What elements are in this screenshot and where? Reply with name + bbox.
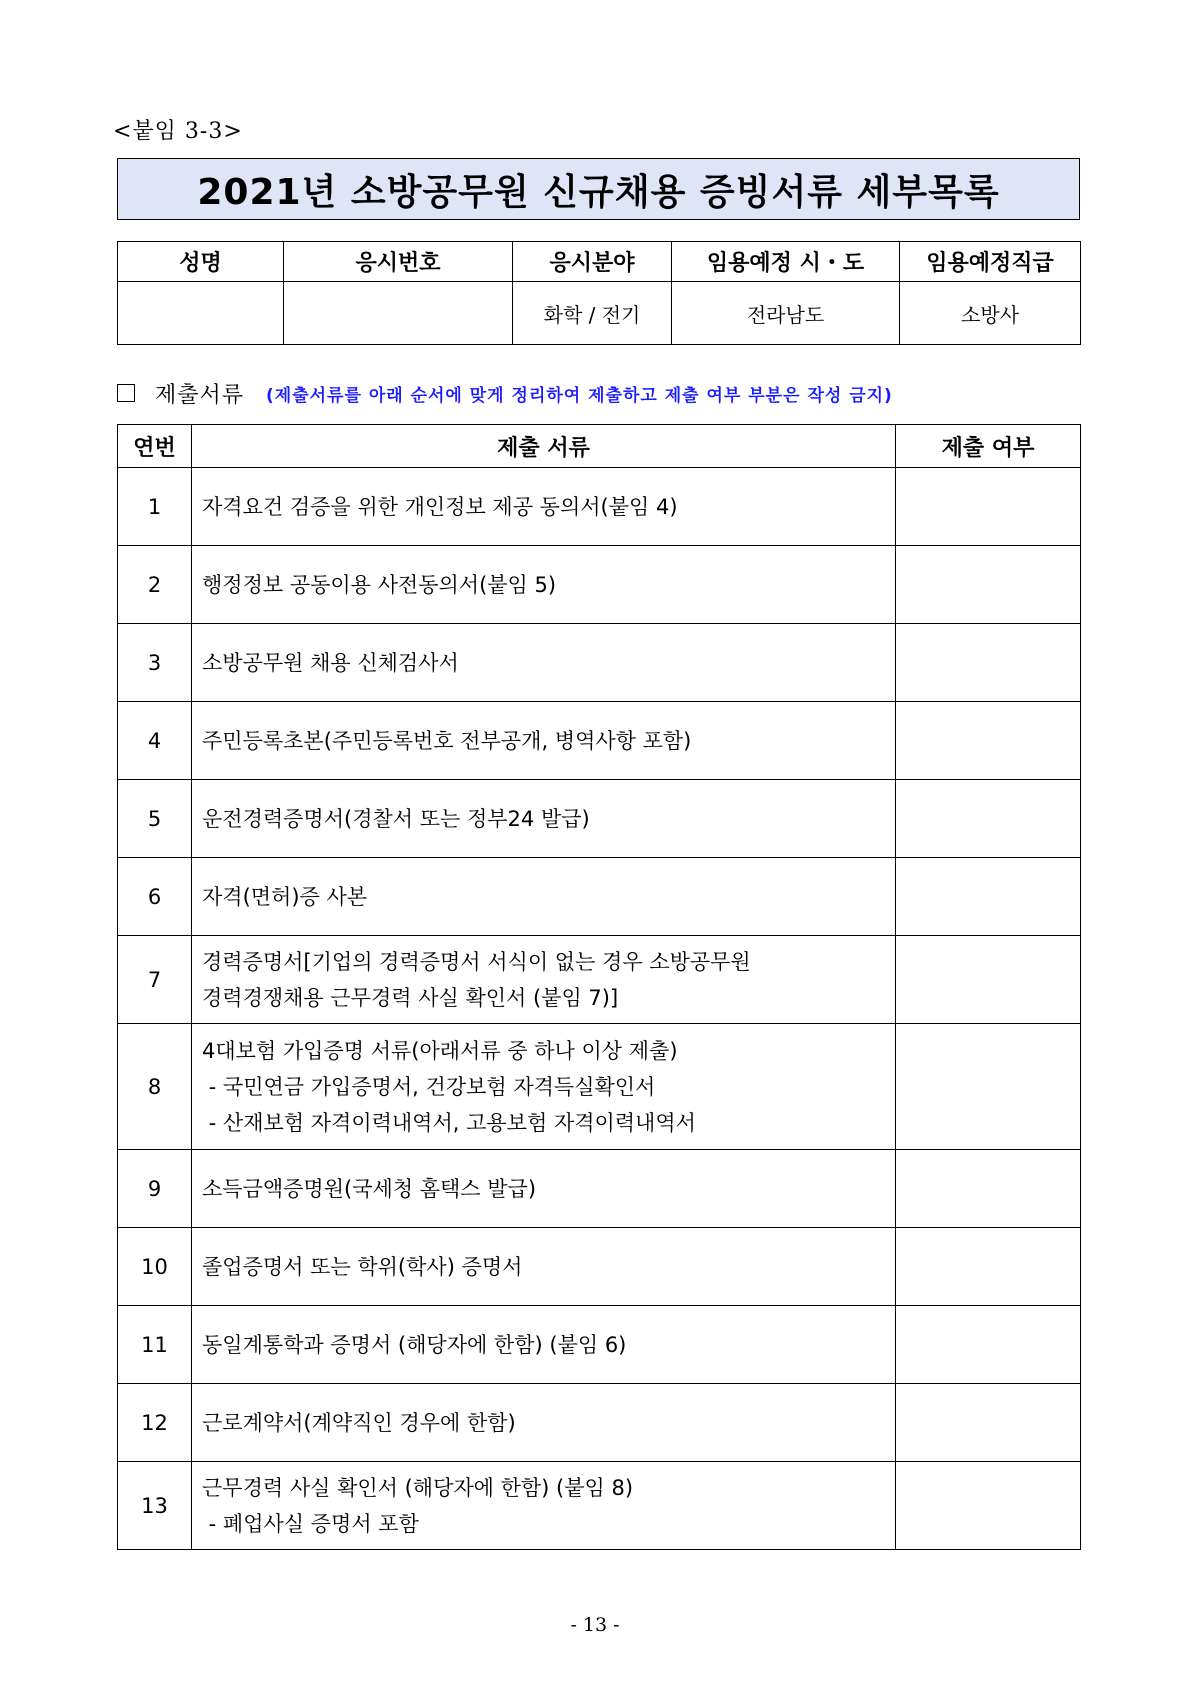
serial-number-cell: 5 [118, 780, 192, 858]
document-cell [192, 624, 896, 702]
document-line: - 국민연금 가입증명서, 건강보험 자격득실확인서 [202, 1074, 656, 1099]
serial-number-cell: 3 [118, 624, 192, 702]
document-header: 제출 서류 [192, 425, 896, 468]
exam-number-header: 응시번호 [284, 242, 513, 282]
table-row [118, 468, 1081, 546]
document-cell [192, 468, 896, 546]
submission-status-cell [896, 858, 1081, 936]
required-documents-table [117, 424, 1081, 1550]
document-line: 경력증명서[기업의 경력증명서 서식이 없는 경우 소방공무원 [202, 949, 751, 974]
document-title: 2021년 소방공무원 신규채용 증빙서류 세부목록 [117, 158, 1080, 220]
document-cell [192, 858, 896, 936]
info-value-row [118, 282, 1081, 345]
document-line: 4대보험 가입증명 서류(아래서류 중 하나 이상 제출) [202, 1038, 678, 1063]
submission-status-cell [896, 1384, 1081, 1462]
document-cell [192, 936, 896, 1024]
submission-status-cell [896, 546, 1081, 624]
document-line: - 폐업사실 증명서 포함 [202, 1511, 419, 1536]
serial-number-cell: 6 [118, 858, 192, 936]
table-row [118, 780, 1081, 858]
exam-field-header: 응시분야 [513, 242, 672, 282]
submission-status-cell [896, 468, 1081, 546]
submission-status-cell [896, 1306, 1081, 1384]
docs-header-row [118, 425, 1081, 468]
document-line: 경력경쟁채용 근무경력 사실 확인서 (붙임 7)] [202, 985, 619, 1010]
submission-status-cell [896, 1462, 1081, 1550]
document-line: 자격(면허)증 사본 [202, 884, 368, 909]
document-line: 소득금액증명원(국세청 홈택스 발급) [202, 1176, 537, 1201]
table-row [118, 936, 1081, 1024]
document-cell [192, 702, 896, 780]
serial-number-cell: 8 [118, 1024, 192, 1150]
serial-number-header: 연번 [118, 425, 192, 468]
exam-field-cell: 화학 / 전기 [513, 282, 672, 345]
serial-number-cell: 10 [118, 1228, 192, 1306]
submission-status-cell [896, 624, 1081, 702]
submission-status-cell [896, 1150, 1081, 1228]
serial-number-cell: 7 [118, 936, 192, 1024]
document-line: 주민등록초본(주민등록번호 전부공개, 병역사항 포함) [202, 728, 692, 753]
document-line: 동일계통학과 증명서 (해당자에 한함) (붙임 6) [202, 1332, 627, 1357]
checkbox-icon [117, 384, 135, 402]
serial-number-cell: 11 [118, 1306, 192, 1384]
submission-status-cell [896, 702, 1081, 780]
serial-number-cell: 2 [118, 546, 192, 624]
appointment-rank-header: 임용예정직급 [900, 242, 1081, 282]
section-title: 제출서류 [155, 382, 245, 408]
appointment-rank-cell: 소방사 [900, 282, 1081, 345]
document-cell [192, 1384, 896, 1462]
section-note: (제출서류를 아래 순서에 맞게 정리하여 제출하고 제출 여부 부분은 작성 금지) [266, 385, 893, 406]
document-line: 근무경력 사실 확인서 (해당자에 한함) (붙임 8) [202, 1475, 634, 1500]
table-row [118, 858, 1081, 936]
document-line: - 산재보험 자격이력내역서, 고용보험 자격이력내역서 [202, 1110, 696, 1135]
appointment-region-cell: 전라남도 [672, 282, 900, 345]
serial-number-cell: 9 [118, 1150, 192, 1228]
table-row [118, 624, 1081, 702]
document-cell [192, 1306, 896, 1384]
serial-number-cell: 13 [118, 1462, 192, 1550]
table-row [118, 1024, 1081, 1150]
document-cell [192, 1150, 896, 1228]
document-cell [192, 1462, 896, 1550]
serial-number-cell: 12 [118, 1384, 192, 1462]
table-row [118, 1384, 1081, 1462]
document-line: 자격요건 검증을 위한 개인정보 제공 동의서(붙임 4) [202, 494, 678, 519]
submission-section-heading [117, 376, 1080, 410]
appointment-region-header: 임용예정 시・도 [672, 242, 900, 282]
page-number: - 13 - [570, 1614, 620, 1636]
table-row [118, 1150, 1081, 1228]
table-row [118, 1306, 1081, 1384]
exam-number-cell [284, 282, 513, 345]
document-line: 운전경력증명서(경찰서 또는 정부24 발급) [202, 806, 590, 831]
document-line: 행정정보 공동이용 사전동의서(붙임 5) [202, 572, 557, 597]
submission-status-header: 제출 여부 [896, 425, 1081, 468]
name-header: 성명 [118, 242, 284, 282]
attachment-label: <붙임 3-3> [113, 119, 243, 144]
table-row [118, 1462, 1081, 1550]
serial-number-cell: 4 [118, 702, 192, 780]
table-row [118, 546, 1081, 624]
table-row [118, 702, 1081, 780]
document-cell [192, 1024, 896, 1150]
document-cell [192, 1228, 896, 1306]
document-line: 근로계약서(계약직인 경우에 한함) [202, 1410, 516, 1435]
submission-status-cell [896, 936, 1081, 1024]
submission-status-cell [896, 1228, 1081, 1306]
document-cell [192, 780, 896, 858]
document-line: 소방공무원 채용 신체검사서 [202, 650, 459, 675]
info-header-row [118, 242, 1081, 282]
document-line: 졸업증명서 또는 학위(학사) 증명서 [202, 1254, 523, 1279]
submission-status-cell [896, 1024, 1081, 1150]
applicant-info-table [117, 241, 1081, 345]
table-row [118, 1228, 1081, 1306]
document-cell [192, 546, 896, 624]
serial-number-cell: 1 [118, 468, 192, 546]
submission-status-cell [896, 780, 1081, 858]
name-cell [118, 282, 284, 345]
